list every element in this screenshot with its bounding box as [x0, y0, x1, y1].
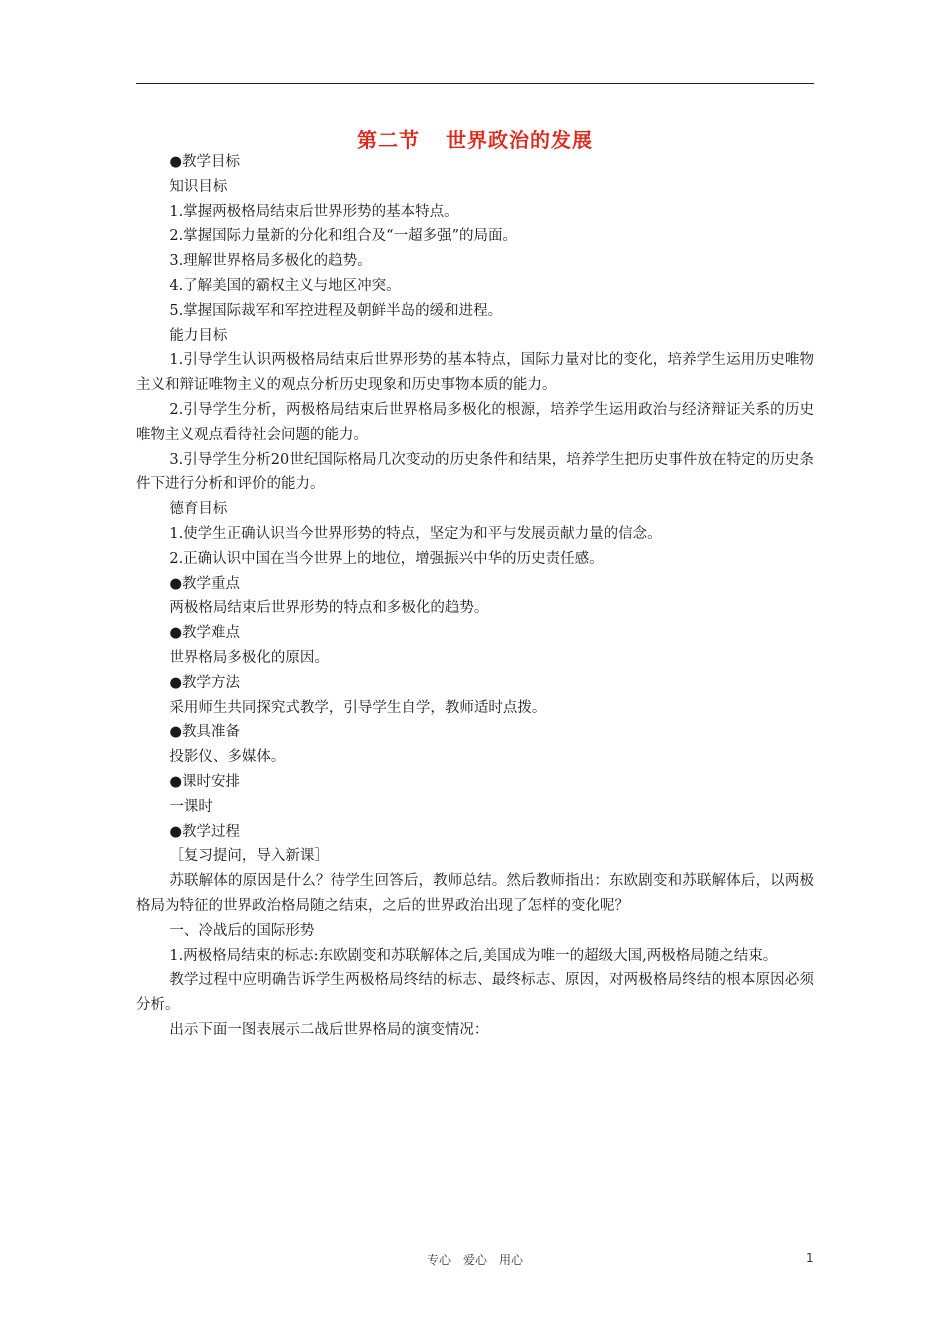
paragraph: 能力目标 [169, 327, 228, 344]
paragraph: 5.掌握国际裁军和军控进程及朝鲜半岛的缓和进程。 [169, 302, 503, 319]
paragraph: 两极格局结束后世界形势的特点和多极化的趋势。 [169, 600, 489, 617]
paragraph: 德育目标 [169, 501, 228, 518]
paragraph: 1.掌握两极格局结束后世界形势的基本特点。 [169, 203, 459, 220]
paragraph: ●教学难点 [169, 625, 240, 642]
paragraph: 1.引导学生认识两极格局结束后世界形势的基本特点，国际力量对比的变化，培养学生运用历史唯物主义和辩证唯物主义的观点分析历史现象和历史事物本质的能力。 [136, 352, 814, 394]
header-rule [136, 83, 814, 84]
paragraph: 投影仪、多媒体。 [169, 749, 286, 766]
paragraph: ●课时安排 [169, 773, 240, 790]
paragraph: ●教具准备 [169, 724, 240, 741]
paragraph: 2.掌握国际力量新的分化和组合及“一超多强”的局面。 [169, 228, 518, 245]
paragraph: 一课时 [169, 798, 213, 815]
paragraph: 3.理解世界格局多极化的趋势。 [169, 253, 372, 270]
paragraph: ●教学重点 [169, 575, 240, 592]
paragraph: ●教学目标 [169, 154, 240, 170]
paragraph: 教学过程中应明确告诉学生两极格局终结的标志、最终标志、原因，对两极格局终结的根本原因必须分析。 [136, 972, 814, 1014]
paragraph: 苏联解体的原因是什么？待学生回答后，教师总结。然后教师指出：东欧剧变和苏联解体后，以两极格局为特征的世界政治格局随之结束，之后的世界政治出现了怎样的变化呢？ [136, 873, 814, 914]
paragraph: 采用师生共同探究式教学，引导学生自学，教师适时点拨。 [169, 699, 547, 716]
paragraph: 1.两极格局结束的标志:东欧剧变和苏联解体之后,美国成为唯一的超级大国,两极格局随之结束。 [169, 947, 778, 964]
page-number: 1 [806, 1251, 814, 1265]
paragraph: 3.引导学生分析20世纪国际格局几次变动的历史条件和结果，培养学生把历史事件放在特定的历史条件下进行分析和评价的能力。 [136, 451, 814, 493]
paragraph: 4.了解美国的霸权主义与地区冲突。 [169, 277, 401, 294]
paragraph: 出示下面一图表展示二战后世界格局的演变情况： [169, 1021, 489, 1038]
paragraph: ●教学过程 [169, 823, 240, 840]
paragraph: 知识目标 [169, 178, 228, 195]
paragraph: 一、冷战后的国际形势 [169, 922, 315, 939]
paragraph: 世界格局多极化的原因。 [169, 649, 329, 666]
section-heading: 世界政治的发展 [446, 128, 593, 152]
page-footer: 专心 爱心 用心 [426, 1253, 523, 1267]
paragraph: 2.正确认识中国在当今世界上的地位，增强振兴中华的历史责任感。 [169, 550, 604, 567]
paragraph: 2.引导学生分析，两极格局结束后世界格局多极化的根源，培养学生运用政治与经济辩证关系的历史唯物主义观点看待社会问题的能力。 [136, 401, 814, 443]
section-number: 第二节 [357, 128, 420, 152]
paragraph: ●教学方法 [169, 674, 240, 691]
document-body [136, 150, 814, 1043]
paragraph: ［复习提问，导入新课］ [169, 848, 329, 865]
paragraph: 1.使学生正确认识当今世界形势的特点，坚定为和平与发展贡献力量的信念。 [169, 525, 662, 542]
section-title [0, 124, 950, 153]
